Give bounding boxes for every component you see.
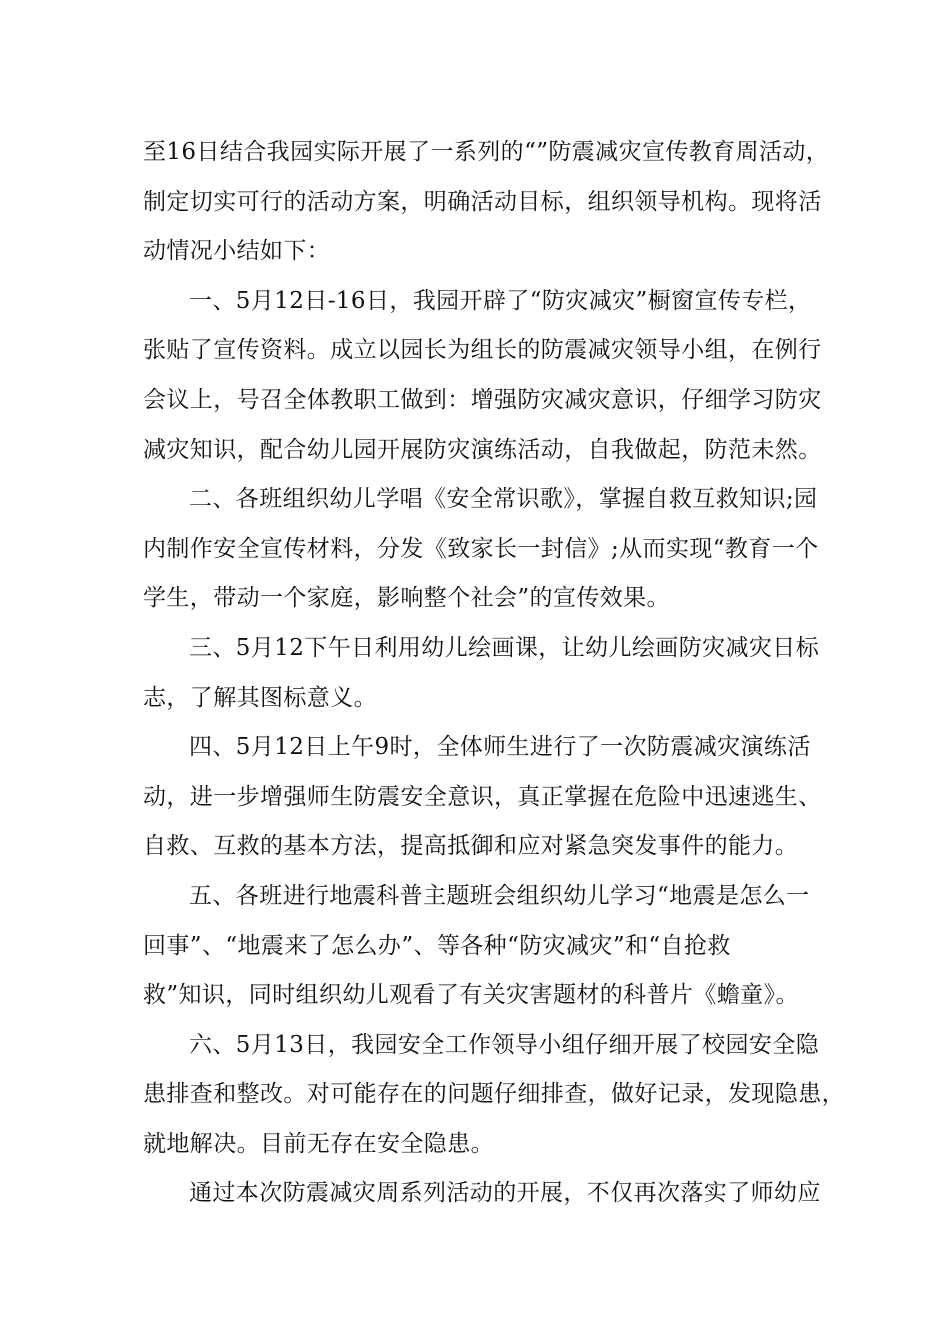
text-line: 会议上，号召全体教职工做到：增强防灾减灾意识，仔细学习防灾 xyxy=(143,386,822,413)
text-line: 就地解决。目前无存在安全隐患。 xyxy=(143,1130,494,1157)
text-line: 制定切实可行的活动方案，明确活动目标，组织领导机构。现将活 xyxy=(143,188,822,215)
text-line: 二、各班组织幼儿学唱《安全常识歌》，掌握自救互救知识;园 xyxy=(189,486,818,513)
text-line: 三、5月12下午日利用幼儿绘画课，让幼儿绘画防灾减灾日标 xyxy=(189,634,820,661)
text-line: 五、各班进行地震科普主题班会组织幼儿学习“地震是怎么一 xyxy=(189,882,810,909)
text-line: 回事”、“地震来了怎么办”、等各种“防灾减灾”和“自抢救 xyxy=(143,932,731,959)
paragraph-item-1 xyxy=(143,277,822,475)
text-line: 四、5月12日上午9时，全体师生进行了一次防震减灾演练活 xyxy=(189,734,811,761)
paragraph-item-6 xyxy=(143,1021,845,1170)
text-line: 通过本次防震减灾周系列活动的开展，不仅再次落实了师幼应 xyxy=(189,1180,821,1207)
paragraph-conclusion xyxy=(143,1169,821,1219)
text-line: 至16日结合我园实际开展了一系列的“”防震减灾宣传教育周活动， xyxy=(143,139,830,165)
text-line: 张贴了宣传资料。成立以园长为组长的防震减灾领导小组，在例行 xyxy=(143,337,822,364)
text-line: 减灾知识，配合幼儿园开展防灾演练活动，自我做起，防范未然。 xyxy=(143,436,822,463)
text-line: 内制作安全宣传材料，分发《致家长一封信》;从而实现“教育一个 xyxy=(143,535,819,562)
text-line: 动，进一步增强师生防震安全意识，真正掌握在危险中迅速逃生、 xyxy=(143,783,822,810)
text-line: 志，了解其图标意义。 xyxy=(143,684,377,711)
paragraph-item-3 xyxy=(143,624,820,723)
text-line: 患排查和整改。对可能存在的问题仔细排查，做好记录，发现隐患， xyxy=(143,1081,845,1108)
text-line: 自救、互救的基本方法，提高抵御和应对紧急突发事件的能力。 xyxy=(143,833,799,860)
text-line: 动情况小结如下： xyxy=(143,238,331,265)
text-line: 六、5月13日，我园安全工作领导小组仔细开展了校园安全隐 xyxy=(189,1031,820,1058)
paragraph-item-4 xyxy=(143,723,822,872)
text-line: 救”知识，同时组织幼儿观看了有关灾害题材的科普片《蟾童》。 xyxy=(143,982,799,1009)
paragraph-item-2 xyxy=(143,475,819,624)
paragraph-intro xyxy=(143,128,830,277)
paragraph-item-5 xyxy=(143,872,808,1021)
document-body xyxy=(143,128,845,1219)
text-line: 学生，带动一个家庭，影响整个社会”的宣传效果。 xyxy=(143,585,670,612)
text-line: 一、5月12日-16日，我园开辟了“防灾减灾”橱窗宣传专栏， xyxy=(189,287,812,314)
